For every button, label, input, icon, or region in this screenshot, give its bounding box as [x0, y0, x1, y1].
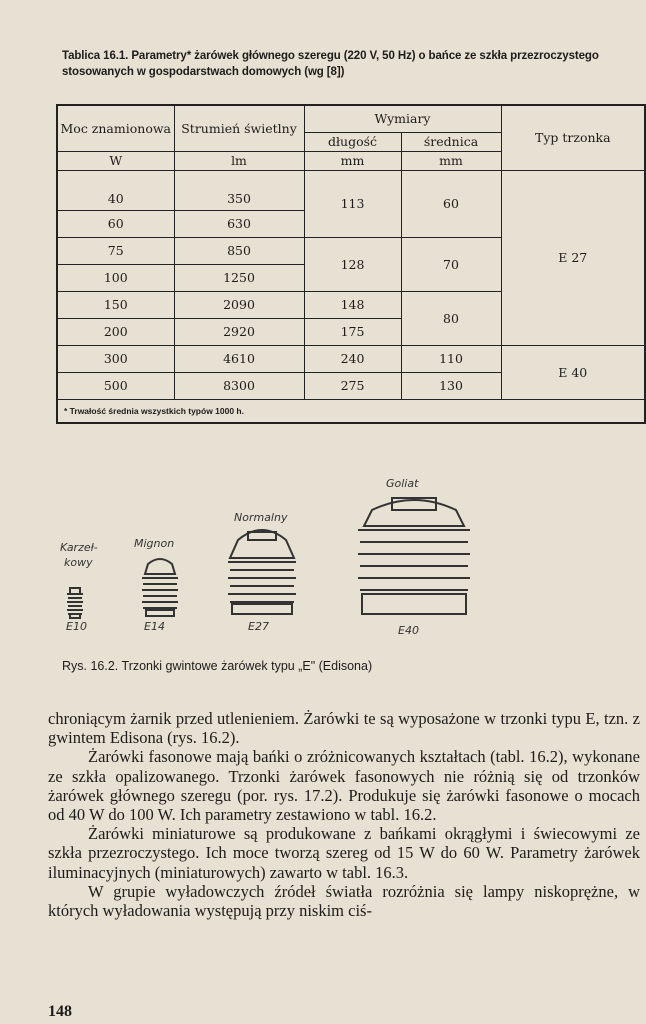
cell-strumien: 4610 [174, 346, 304, 373]
code-e14: E14 [144, 620, 165, 633]
base-e40-icon [358, 498, 470, 614]
cell-dlugosc: 128 [304, 238, 401, 292]
cell-srednica: 80 [401, 292, 501, 346]
cell-typ-trzonka: E 27 [501, 171, 645, 346]
paragraph: chroniącym żarnik przed utlenieniem. Żarówki te są wyposażone w trzonki typu E, tzn. z gwintem Edisona (rys. 16.2). [48, 709, 640, 748]
header-wymiary: Wymiary [304, 105, 501, 133]
cell-moc: 60 [57, 211, 174, 238]
page-number: 148 [48, 1003, 72, 1020]
label-goliat: Goliat [386, 477, 419, 490]
code-e10: E10 [66, 620, 87, 633]
parameters-table [56, 104, 646, 424]
unit-srednica: mm [401, 152, 501, 171]
label-karzel: Karzeł- [60, 541, 98, 554]
cell-moc: 100 [57, 265, 174, 292]
cell-typ-trzonka: E 40 [501, 346, 645, 400]
code-e40: E40 [398, 624, 419, 637]
cell-dlugosc: 240 [304, 346, 401, 373]
cell-strumien: 630 [174, 211, 304, 238]
label-karzel-2: kowy [64, 556, 93, 569]
cell-dlugosc: 113 [304, 171, 401, 238]
label-normalny: Normalny [234, 511, 288, 524]
header-srednica: średnica [401, 133, 501, 152]
header-typ-trzonka: Typ trzonka [501, 105, 645, 171]
cell-strumien: 850 [174, 238, 304, 265]
unit-moc: W [57, 152, 174, 171]
cell-strumien: 1250 [174, 265, 304, 292]
cell-moc: 40 [57, 171, 174, 211]
paragraph: W grupie wyładowczych źródeł światła rozróżnia się lampy niskoprężne, w których wyładowania występują przy niskim ciś- [48, 881, 640, 921]
figure-caption: Rys. 16.2. Trzonki gwintowe żarówek typu „E" (Edisona) [62, 659, 373, 673]
cell-moc: 75 [57, 238, 174, 265]
cell-srednica: 110 [401, 346, 501, 373]
cell-moc: 500 [57, 373, 174, 400]
cell-moc: 200 [57, 319, 174, 346]
table-footnote: * Trwałość średnia wszystkich typów 1000 h. [57, 400, 645, 424]
code-e27: E27 [248, 620, 269, 633]
base-e27-icon [228, 530, 296, 614]
cell-strumien: 2920 [174, 319, 304, 346]
cell-strumien: 8300 [174, 373, 304, 400]
table-caption: Tablica 16.1. Parametry* żarówek głównego szeregu (220 V, 50 Hz) o bańce ze szkła przezroczystego stosowanych w gospodarstwach domowych (wg [8]) [62, 50, 599, 78]
cell-srednica: 70 [401, 238, 501, 292]
header-strumien: Strumień świetlny [174, 105, 304, 152]
cell-dlugosc: 148 [304, 292, 401, 319]
header-moc: Moc znamionowa [57, 105, 174, 152]
cell-dlugosc: 175 [304, 319, 401, 346]
cell-strumien: 350 [174, 171, 304, 211]
screw-bases-figure [0, 470, 646, 655]
unit-dlugosc: mm [304, 152, 401, 171]
cell-moc: 150 [57, 292, 174, 319]
cell-srednica: 60 [401, 171, 501, 238]
cell-strumien: 2090 [174, 292, 304, 319]
unit-strumien: lm [174, 152, 304, 171]
cell-moc: 300 [57, 346, 174, 373]
label-mignon: Mignon [134, 537, 175, 550]
paragraph: Żarówki fasonowe mają bańki o zróżnicowanych kształtach (tabl. 16.2), wykonane ze szkła opalizowanego. Trzonki żarówek fasonowych nie różnią się od trzonków żarówek głównego szeregu (por. rys. 17.2). Produkuje się żarówki fasonowe o mocach od 40 W do 100 W. Ich parametry zestawiono w tabl. 16.2. [48, 747, 640, 825]
cell-dlugosc: 275 [304, 373, 401, 400]
base-e14-icon [142, 559, 178, 616]
header-dlugosc: długość [304, 133, 401, 152]
body-text [48, 709, 640, 920]
paragraph: Żarówki miniaturowe są produkowane z bańkami okrągłymi i świecowymi ze szkła przezroczystego. Ich moce tworzą szereg od 15 W do 60 W. Parametry żarówek iluminacyjnych (miniaturowych) zawarto w tabl. 16.3. [48, 824, 640, 882]
base-e10-icon [67, 588, 83, 618]
cell-srednica: 130 [401, 373, 501, 400]
